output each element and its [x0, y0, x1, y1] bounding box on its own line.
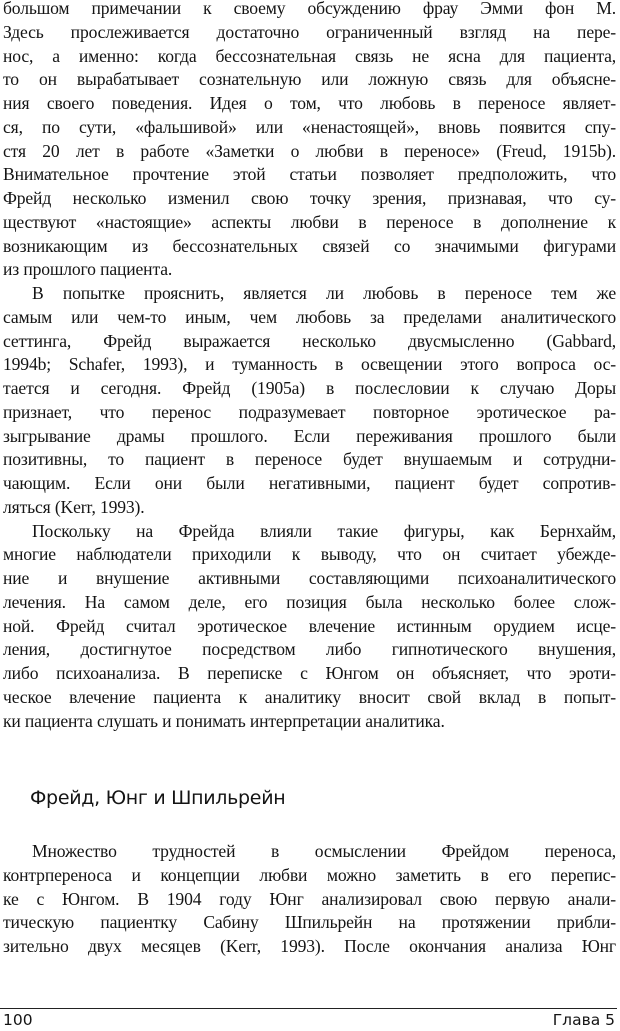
text-line: Множество трудностей в осмыслении Фрейдом переноса, [32, 841, 616, 861]
text-line: ления, достигнутое посредством либо гипнотического внушения, [3, 639, 616, 660]
text-line: ляться (Kerr, 1993). [3, 496, 145, 517]
footer-divider [0, 1008, 617, 1009]
text-line: сеттинга, Фрейд выражается несколько двусмысленно (Gabbard, [3, 330, 616, 351]
text-line: нос, а именно: когда бессознательная связь не ясна для пациента, [3, 45, 616, 66]
text-line: зыгрывание драмы прошлого. Если переживания прошлого были [3, 425, 616, 446]
text-line: многие наблюдатели приходили к выводу, что он считает убежде- [3, 544, 616, 565]
text-line: Фрейд несколько изменил свою точку зрения, признавая, что су- [3, 188, 616, 208]
text-line: тается и сегодня. Фрейд (1905a) в послесловии к случаю Доры [3, 378, 616, 398]
body-text-block [3, 0, 616, 733]
text-line: ной. Фрейд считал эротическое влечение истинным орудием исце- [3, 615, 616, 636]
text-line: большом примечании к своему обсуждению фрау Эмми фон М. [3, 0, 616, 18]
text-line: из прошлого пациента. [3, 259, 173, 280]
text-line: то он вырабатывает сознательную или ложную связь для объясне- [3, 69, 616, 90]
body-text-block [3, 840, 616, 959]
text-line: ния своего поведения. Идея о том, что любовь в переносе являет- [3, 93, 616, 113]
text-line: В попытке прояснить, является ли любовь в переносе тем же [32, 283, 616, 303]
text-line: ние и внушение активными составляющими психоаналитического [3, 568, 616, 588]
text-line: ке с Юнгом. В 1904 году Юнг анализировал свою первую анали- [3, 888, 616, 909]
chapter-label: Глава 5 [552, 1011, 615, 1029]
text-line: ся, по сути, «фальшивой» или «ненастоящей», вновь появится спу- [3, 116, 616, 137]
text-line: либо психоанализа. В переписке с Юнгом он объясняет, что эроти- [3, 663, 616, 683]
text-line: Внимательное прочтение этой статьи позволяет предположить, что [3, 164, 616, 185]
text-line: ки пациента слушать и понимать интерпретации аналитика. [3, 710, 445, 731]
text-line: ществуют «настоящие» аспекты любви в переносе в дополнение к [3, 211, 616, 232]
text-line: признает, что перенос подразумевает повторное эротическое ра- [3, 401, 616, 422]
text-line: тическую пациентку Сабину Шпильрейн на протяжении прибли- [3, 912, 616, 933]
text-line: самым или чем-то иным, чем любовь за пределами аналитического [3, 306, 616, 327]
section-heading: Фрейд, Юнг и Шпильрейн [30, 787, 286, 809]
text-line: зительно двух месяцев (Kerr, 1993). После окончания анализа Юнг [3, 936, 616, 956]
text-line: чающим. Если они были негативными, пациент будет сопротив- [3, 473, 616, 493]
text-line: контрпереноса и концепции любви можно заметить в его перепис- [3, 864, 616, 885]
text-line: позитивны, то пациент в переносе будет внушаемым и сотрудни- [3, 449, 616, 470]
text-line: лечения. На самом деле, его позиция была несколько более слож- [3, 591, 616, 612]
page-number: 100 [3, 1011, 33, 1029]
text-line: стя 20 лет в работе «Заметки о любви в переносе» (Freud, 1915b). [3, 140, 616, 161]
text-line: Здесь прослеживается достаточно ограниченный взгляд на пере- [3, 21, 616, 42]
text-line: Поскольку на Фрейда влияли такие фигуры, как Бернхайм, [32, 520, 616, 541]
text-line: 1994b; Schafer, 1993), и туманность в освещении этого вопроса ос- [3, 354, 616, 375]
text-line: ческое влечение пациента к аналитику вносит свой вклад в попыт- [3, 686, 616, 707]
text-line: возникающим из бессознательных связей со значимыми фигурами [3, 235, 616, 256]
